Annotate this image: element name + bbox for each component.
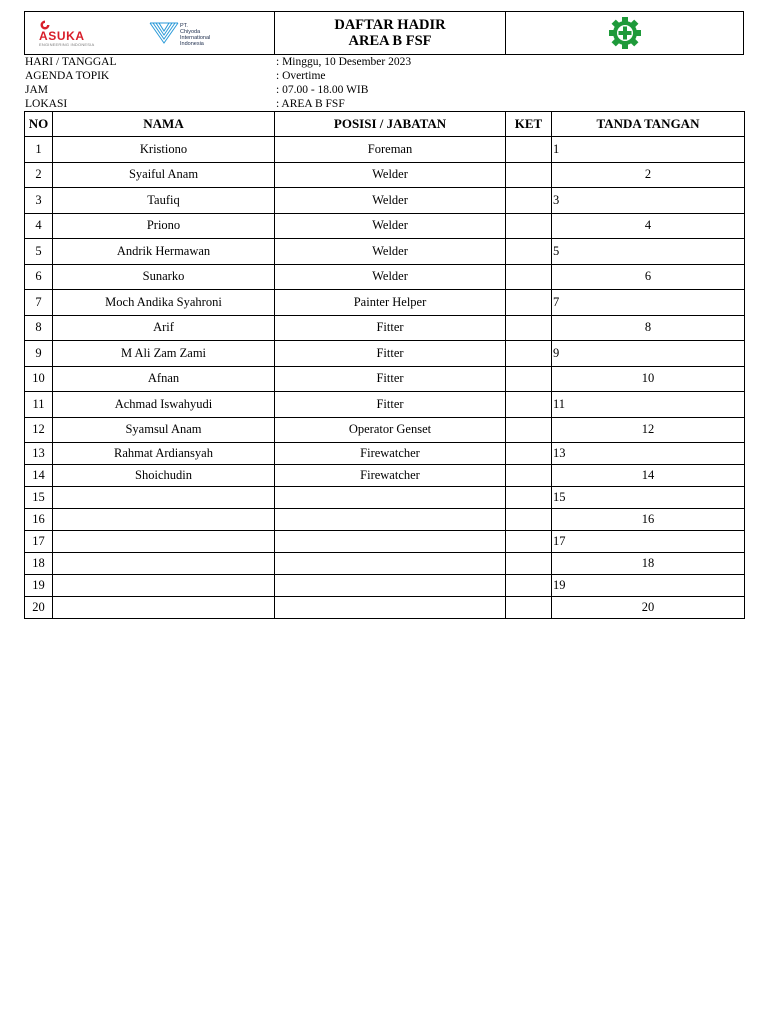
table-row bbox=[25, 465, 745, 487]
column-header-ket: KET bbox=[506, 112, 552, 137]
cell-ket bbox=[506, 509, 552, 531]
cell-ket bbox=[506, 213, 552, 239]
asuka-logo bbox=[39, 20, 107, 47]
attendance-table bbox=[24, 111, 745, 619]
table-row bbox=[25, 290, 745, 316]
cell-no: 12 bbox=[25, 417, 53, 443]
cell-posisi bbox=[275, 487, 506, 509]
cell-ket bbox=[506, 315, 552, 341]
cell-posisi: Fitter bbox=[275, 315, 506, 341]
attendance-sheet bbox=[24, 11, 744, 619]
cell-no: 11 bbox=[25, 392, 53, 418]
cell-posisi bbox=[275, 531, 506, 553]
cell-posisi: Welder bbox=[275, 162, 506, 188]
table-row bbox=[25, 597, 745, 619]
safety-emblem bbox=[506, 12, 743, 54]
table-row bbox=[25, 366, 745, 392]
cell-nama: Kristiono bbox=[53, 137, 275, 163]
cell-ket bbox=[506, 531, 552, 553]
cell-posisi bbox=[275, 509, 506, 531]
info-value: : Overtime bbox=[276, 70, 326, 82]
cell-ket bbox=[506, 290, 552, 316]
cell-no: 2 bbox=[25, 162, 53, 188]
table-row bbox=[25, 553, 745, 575]
cell-nama: Achmad Iswahyudi bbox=[53, 392, 275, 418]
chiyoda-emblem-icon bbox=[149, 21, 179, 45]
cell-tanda-tangan: 11 bbox=[552, 392, 745, 418]
cell-tanda-tangan: 9 bbox=[552, 341, 745, 367]
cell-ket bbox=[506, 465, 552, 487]
cell-nama: Sunarko bbox=[53, 264, 275, 290]
cell-no: 17 bbox=[25, 531, 53, 553]
cell-tanda-tangan: 10 bbox=[552, 366, 745, 392]
table-row bbox=[25, 509, 745, 531]
cell-no: 10 bbox=[25, 366, 53, 392]
cell-posisi bbox=[275, 597, 506, 619]
cell-ket bbox=[506, 137, 552, 163]
cell-posisi bbox=[275, 553, 506, 575]
cell-posisi: Firewatcher bbox=[275, 465, 506, 487]
cell-posisi: Welder bbox=[275, 188, 506, 214]
cell-tanda-tangan: 5 bbox=[552, 239, 745, 265]
info-label: HARI / TANGGAL bbox=[25, 56, 117, 68]
chiyoda-line-1: PT. bbox=[180, 23, 188, 29]
cell-no: 9 bbox=[25, 341, 53, 367]
table-row bbox=[25, 315, 745, 341]
cell-nama: Priono bbox=[53, 213, 275, 239]
cell-ket bbox=[506, 575, 552, 597]
cell-nama: Andrik Hermawan bbox=[53, 239, 275, 265]
cell-no: 1 bbox=[25, 137, 53, 163]
cell-nama: Rahmat Ardiansyah bbox=[53, 443, 275, 465]
cell-ket bbox=[506, 264, 552, 290]
cell-nama: Moch Andika Syahroni bbox=[53, 290, 275, 316]
table-row bbox=[25, 188, 745, 214]
column-header-nama: NAMA bbox=[53, 112, 275, 137]
cell-nama: Arif bbox=[53, 315, 275, 341]
asuka-swoosh-icon bbox=[39, 20, 51, 30]
cell-tanda-tangan: 1 bbox=[552, 137, 745, 163]
info-label: AGENDA TOPIK bbox=[25, 70, 110, 82]
table-row bbox=[25, 239, 745, 265]
cell-tanda-tangan: 18 bbox=[552, 553, 745, 575]
cell-posisi: Painter Helper bbox=[275, 290, 506, 316]
cell-nama bbox=[53, 487, 275, 509]
chiyoda-line-4: Indonesia bbox=[180, 41, 204, 47]
table-row bbox=[25, 392, 745, 418]
info-value: : AREA B FSF bbox=[276, 98, 345, 110]
table-row bbox=[25, 341, 745, 367]
cell-posisi: Firewatcher bbox=[275, 443, 506, 465]
safety-gear-cross-icon bbox=[607, 15, 643, 51]
table-row bbox=[25, 213, 745, 239]
cell-no: 5 bbox=[25, 239, 53, 265]
cell-tanda-tangan: 8 bbox=[552, 315, 745, 341]
cell-nama bbox=[53, 509, 275, 531]
info-row-date bbox=[25, 55, 745, 69]
title-line-2: AREA B FSF bbox=[348, 33, 432, 49]
asuka-logo-subtitle: ENGINEERING INDONESIA bbox=[39, 41, 95, 47]
cell-tanda-tangan: 6 bbox=[552, 264, 745, 290]
table-row bbox=[25, 137, 745, 163]
cell-tanda-tangan: 16 bbox=[552, 509, 745, 531]
cell-no: 18 bbox=[25, 553, 53, 575]
cell-ket bbox=[506, 366, 552, 392]
cell-ket bbox=[506, 487, 552, 509]
chiyoda-line-2: Chiyoda bbox=[180, 29, 201, 35]
table-header-row bbox=[25, 112, 745, 137]
cell-tanda-tangan: 7 bbox=[552, 290, 745, 316]
cell-no: 7 bbox=[25, 290, 53, 316]
cell-posisi: Welder bbox=[275, 264, 506, 290]
cell-ket bbox=[506, 597, 552, 619]
info-row-time bbox=[25, 83, 745, 97]
cell-posisi: Fitter bbox=[275, 366, 506, 392]
cell-nama: Syamsul Anam bbox=[53, 417, 275, 443]
cell-posisi: Foreman bbox=[275, 137, 506, 163]
cell-nama bbox=[53, 575, 275, 597]
cell-nama: M Ali Zam Zami bbox=[53, 341, 275, 367]
info-row-agenda bbox=[25, 69, 745, 83]
cell-nama: Syaiful Anam bbox=[53, 162, 275, 188]
cell-no: 15 bbox=[25, 487, 53, 509]
cell-posisi: Fitter bbox=[275, 341, 506, 367]
cell-tanda-tangan: 13 bbox=[552, 443, 745, 465]
cell-tanda-tangan: 15 bbox=[552, 487, 745, 509]
cell-ket bbox=[506, 443, 552, 465]
table-row bbox=[25, 162, 745, 188]
column-header-no: NO bbox=[25, 112, 53, 137]
cell-ket bbox=[506, 341, 552, 367]
cell-posisi: Fitter bbox=[275, 392, 506, 418]
cell-ket bbox=[506, 162, 552, 188]
info-value: : 07.00 - 18.00 WIB bbox=[276, 84, 369, 96]
asuka-logo-name: ASUKA bbox=[39, 28, 85, 43]
cell-tanda-tangan: 19 bbox=[552, 575, 745, 597]
table-row bbox=[25, 264, 745, 290]
cell-posisi: Welder bbox=[275, 213, 506, 239]
chiyoda-logo bbox=[149, 19, 210, 47]
cell-ket bbox=[506, 188, 552, 214]
cell-nama: Afnan bbox=[53, 366, 275, 392]
table-body bbox=[25, 137, 745, 619]
table-row bbox=[25, 487, 745, 509]
document-info bbox=[24, 55, 744, 111]
cell-no: 16 bbox=[25, 509, 53, 531]
header-logos bbox=[25, 12, 275, 54]
info-label: JAM bbox=[25, 84, 49, 96]
cell-no: 4 bbox=[25, 213, 53, 239]
chiyoda-logo-text bbox=[180, 23, 210, 47]
info-value: : Minggu, 10 Desember 2023 bbox=[276, 56, 412, 68]
cell-posisi: Operator Genset bbox=[275, 417, 506, 443]
cell-ket bbox=[506, 553, 552, 575]
cell-tanda-tangan: 12 bbox=[552, 417, 745, 443]
cell-no: 8 bbox=[25, 315, 53, 341]
table-row bbox=[25, 575, 745, 597]
column-header-tanda-tangan: TANDA TANGAN bbox=[552, 112, 745, 137]
cell-tanda-tangan: 14 bbox=[552, 465, 745, 487]
cell-posisi bbox=[275, 575, 506, 597]
cell-ket bbox=[506, 417, 552, 443]
cell-ket bbox=[506, 239, 552, 265]
cell-ket bbox=[506, 392, 552, 418]
cell-nama: Taufiq bbox=[53, 188, 275, 214]
column-header-posisi: POSISI / JABATAN bbox=[275, 112, 506, 137]
cell-posisi: Welder bbox=[275, 239, 506, 265]
cell-no: 19 bbox=[25, 575, 53, 597]
cell-tanda-tangan: 20 bbox=[552, 597, 745, 619]
cell-nama bbox=[53, 553, 275, 575]
cell-nama bbox=[53, 597, 275, 619]
cell-nama: Shoichudin bbox=[53, 465, 275, 487]
cell-no: 20 bbox=[25, 597, 53, 619]
cell-no: 13 bbox=[25, 443, 53, 465]
title-line-1: DAFTAR HADIR bbox=[334, 17, 446, 33]
cell-tanda-tangan: 17 bbox=[552, 531, 745, 553]
info-row-location bbox=[25, 97, 745, 111]
cell-tanda-tangan: 3 bbox=[552, 188, 745, 214]
info-label: LOKASI bbox=[25, 98, 68, 110]
cell-no: 6 bbox=[25, 264, 53, 290]
table-row bbox=[25, 417, 745, 443]
chiyoda-line-3: International bbox=[180, 35, 211, 41]
cell-no: 3 bbox=[25, 188, 53, 214]
table-row bbox=[25, 531, 745, 553]
document-header bbox=[24, 11, 744, 55]
cell-nama bbox=[53, 531, 275, 553]
table-row bbox=[25, 443, 745, 465]
cell-tanda-tangan: 2 bbox=[552, 162, 745, 188]
cell-no: 14 bbox=[25, 465, 53, 487]
cell-tanda-tangan: 4 bbox=[552, 213, 745, 239]
document-title bbox=[275, 12, 506, 54]
